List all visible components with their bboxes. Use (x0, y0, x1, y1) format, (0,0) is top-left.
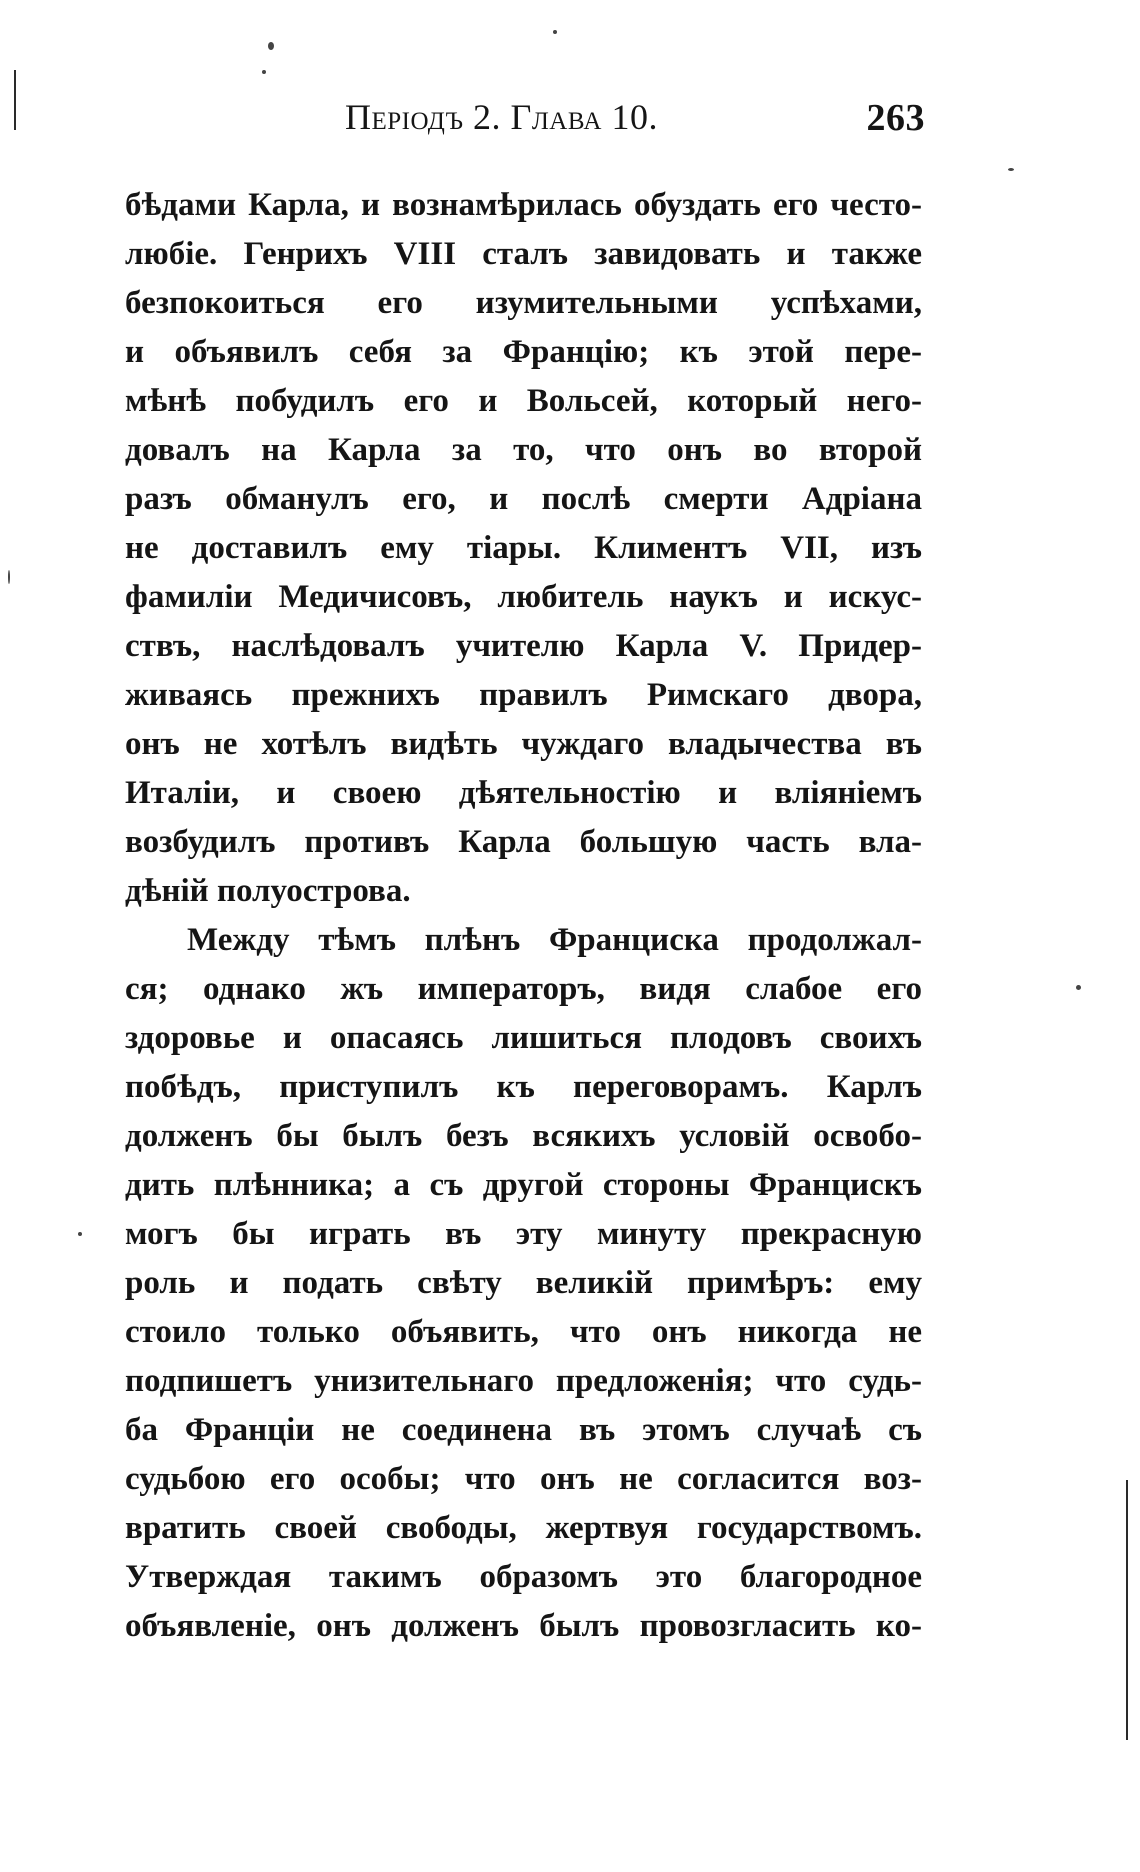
text-line: дить плѣнника; а съ другой стороны Францискъ (125, 1167, 922, 1203)
body-text (125, 181, 922, 1651)
text-line: разъ обманулъ его, и послѣ смерти Адріана (125, 481, 922, 517)
text-line: не доставилъ ему тіары. Климентъ VII, изъ (125, 530, 922, 566)
text-line: роль и подать свѣту великій примѣръ: ему (125, 1265, 922, 1301)
text-line: ся; однако жъ императоръ, видя слабое его (125, 971, 922, 1007)
text-line: могъ бы играть въ эту минуту прекрасную (125, 1216, 922, 1252)
text-line: мѣнѣ побудилъ его и Вольсей, который него- (125, 383, 922, 419)
text-line: подпишетъ унизительнаго предложенія; что судь- (125, 1363, 922, 1399)
page-edge-mark (1126, 1480, 1128, 1740)
paragraph (125, 181, 922, 916)
page-header (345, 96, 925, 152)
text-line: ба Франціи не соединена въ этомъ случаѣ съ (125, 1412, 922, 1448)
scan-speck (78, 1232, 82, 1236)
text-line: живаясь прежнихъ правилъ Римскаго двора, (125, 677, 922, 713)
scan-speck (8, 570, 10, 584)
text-line: любіе. Генрихъ VIII сталъ завидовать и также (125, 236, 922, 272)
text-line: онъ не хотѣлъ видѣть чуждаго владычества въ (125, 726, 922, 762)
scan-speck (1008, 168, 1014, 171)
text-line: дѣній полуострова. (125, 873, 411, 909)
scan-speck (262, 70, 266, 74)
text-line: и объявилъ себя за Францію; къ этой пере- (125, 334, 922, 370)
text-line: здоровье и опасаясь лишиться плодовъ своихъ (125, 1020, 922, 1056)
text-line: Италіи, и своею дѣятельностію и вліяніемъ (125, 775, 922, 811)
scan-speck (553, 30, 557, 34)
paragraph (125, 916, 922, 1651)
text-line: фамиліи Медичисовъ, любитель наукъ и искус- (125, 579, 922, 615)
text-line: безпокоиться его изумительными успѣхами, (125, 285, 922, 321)
text-line: возбудилъ противъ Карла большую часть вла- (125, 824, 922, 860)
text-line: вратить своей свободы, жертвуя государствомъ. (125, 1510, 922, 1546)
scan-speck (268, 42, 274, 50)
text-line: побѣдъ, приступилъ къ переговорамъ. Карлъ (125, 1069, 922, 1105)
text-line: довалъ на Карла за то, что онъ во второй (125, 432, 922, 468)
text-line: Между тѣмъ плѣнъ Франциска продолжал- (187, 922, 922, 958)
page-edge-mark (14, 70, 16, 130)
text-line: Утверждая такимъ образомъ это благородное (125, 1559, 922, 1595)
text-line: судьбою его особы; что онъ не согласится воз- (125, 1461, 922, 1497)
text-line: бѣдами Карла, и вознамѣрилась обуздать его често- (125, 187, 922, 223)
text-line: объявленіе, онъ долженъ былъ провозгласить ко- (125, 1608, 922, 1644)
text-line: ствъ, наслѣдовалъ учителю Карла V. Придер- (125, 628, 922, 664)
page-number: 263 (866, 97, 925, 139)
running-head: Періодъ 2. Глава 10. (345, 97, 658, 137)
scan-speck (1076, 985, 1081, 990)
text-line: долженъ бы былъ безъ всякихъ условій освобо- (125, 1118, 922, 1154)
text-line: стоило только объявить, что онъ никогда не (125, 1314, 922, 1350)
